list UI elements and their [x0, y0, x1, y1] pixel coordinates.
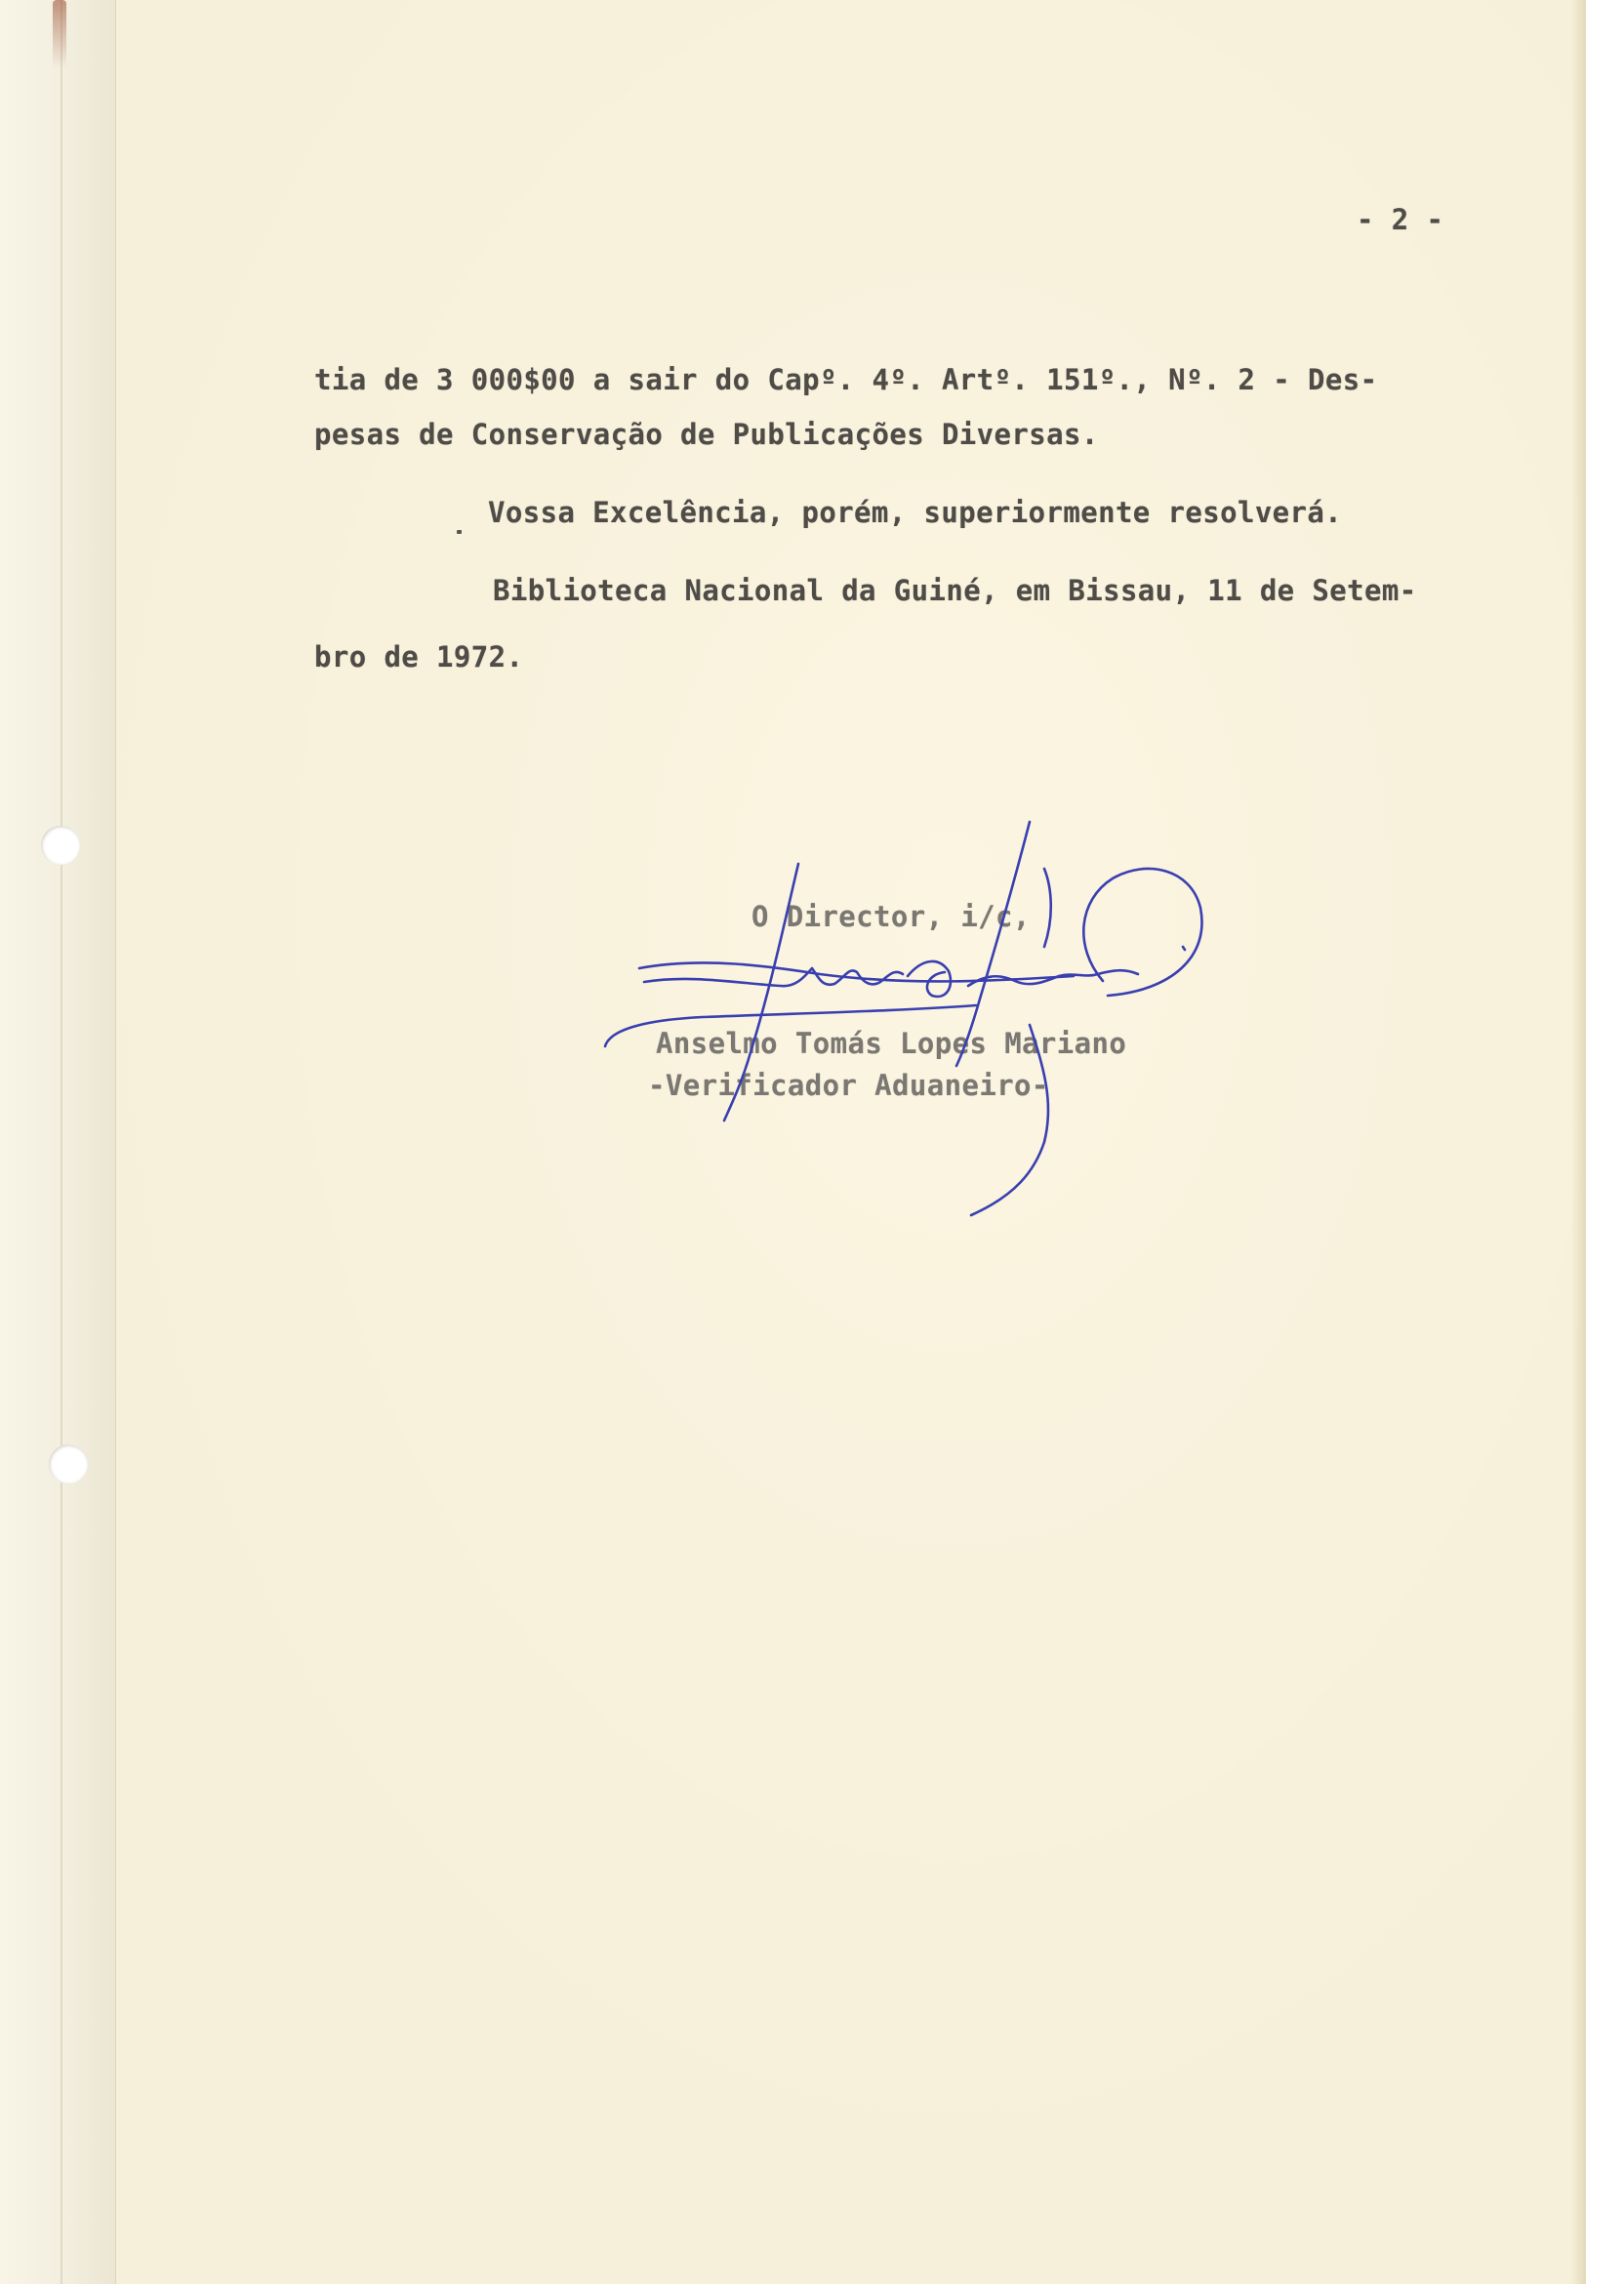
- rust-stain: [53, 0, 66, 68]
- body-line: bro de 1972.: [314, 640, 524, 673]
- page-edge-shadow: [1571, 0, 1586, 2284]
- body-line: tia de 3 000$00 a sair do Capº. 4º. Artº. 151º., Nº. 2 - Des-: [314, 363, 1378, 396]
- body-line: pesas de Conservação de Publicações Diversas.: [314, 418, 1099, 451]
- punch-hole-icon: [41, 826, 80, 865]
- punch-hole-icon: [49, 1445, 88, 1484]
- body-line: Vossa Excelência, porém, superiormente resolverá.: [488, 496, 1343, 529]
- binding-strip: [0, 0, 116, 2284]
- handwritten-signature-icon: [586, 810, 1230, 1230]
- signatory-name: Anselmo Tomás Lopes Mariano: [656, 1027, 1127, 1060]
- page-number: - 2 -: [1357, 203, 1444, 236]
- signatory-role: -Verificador Aduaneiro-: [648, 1069, 1049, 1102]
- typed-dot-mark: [457, 530, 462, 534]
- signature-title: O Director, i/c,: [751, 900, 1031, 933]
- body-line: Biblioteca Nacional da Guiné, em Bissau, 11 de Setem-: [493, 574, 1417, 607]
- strip-fold-line: [61, 0, 62, 2284]
